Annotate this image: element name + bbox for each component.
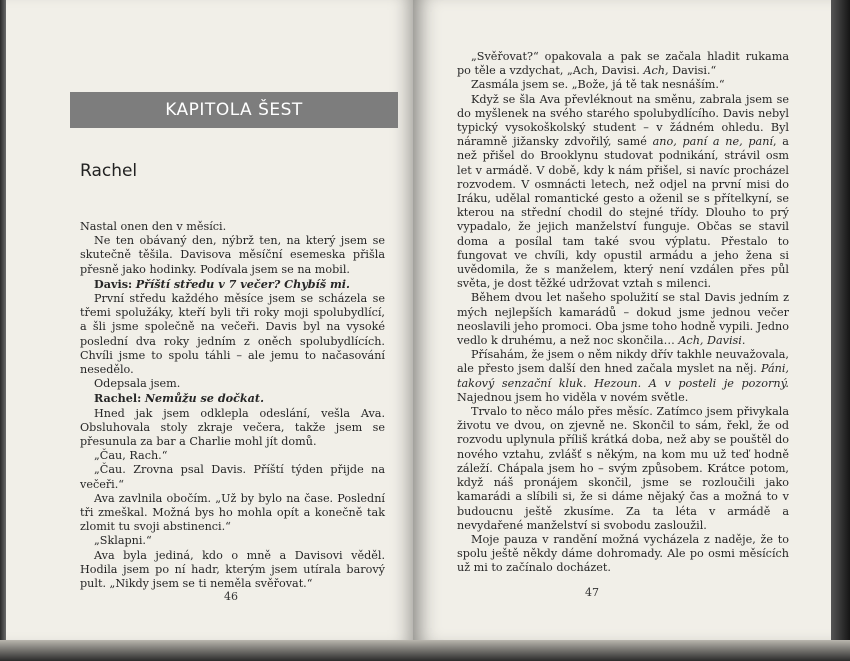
text-run: , a než přišel do Brooklynu studovat podnikání, strávil osm let v armádě. V době, kdy k nám přišel, si navíc procházel rozvodem. V osmnácti letech, než odjel na první misi do Iráku, udělal romantické gesto a oženil se s přítelkyní, se kterou na střední chodil do stejné třídy. Dlouho to prý vypadalo, že jejich manželství funguje. Občas se stavil doma a posílal tam také svou výplatu. Přestalo to fungovat ve chvíli, kdy opustil armádu a jeho žena si uvědomila, že s manželem, který není vzdálen přes půl světa, je dost těžké udržovat vztah s milenci. xyxy=(457,135,789,291)
paragraph: Nastal onen den v měsíci. xyxy=(80,220,227,233)
paragraph: Hned jak jsem odklepla odeslání, vešla Ava. Obsluhovala stoly zkraje večera, takže jsem se přesunula za bar a Charlie mohl jít domů. xyxy=(80,406,385,449)
text-run: Najednou jsem ho viděla v novém světle. xyxy=(457,390,689,404)
paragraph: „Čau. Zrovna psal Davis. Příští týden přijde na večeři.“ xyxy=(80,463,385,491)
chapter-name: Rachel xyxy=(80,161,138,181)
text-run: Když se šla Ava převléknout na směnu, zabrala jsem se do myšlenek na svého starého spolubydlícího. Davis nebyl typický vysokoškolský student – v žádném ohledu. Byl náramně jižansky zdvořilý, samé xyxy=(457,92,789,149)
chapter-heading: KAPITOLA ŠEST xyxy=(165,100,303,120)
paragraph: Odepsala jsem. xyxy=(94,377,181,391)
page-number-left: 46 xyxy=(224,590,238,603)
chapter-heading-banner xyxy=(70,92,398,128)
page-number-right: 47 xyxy=(585,586,599,599)
paragraph: Ne ten obávaný den, nýbrž ten, na který jsem se skutečně těšila. Davisova měsíční esemeska přišla přesně jako hodinky. Podívala jsem se na mobil. xyxy=(80,234,385,276)
italic-run: Ach, xyxy=(643,64,669,78)
paragraph: Moje pauza v randění možná vycházela z naděje, že to spolu ještě někdy dáme dohromady. Ale po osmi měsících už mi to začínalo docházet. xyxy=(457,532,789,575)
paragraph: Trvalo to něco málo přes měsíc. Zatímco jsem přivykala životu ve dvou, on zjevně ne. Skončil to sám, řekl, že od rozvodu uplynula příliš krátká doba, než aby se pouštěl do nového vztahu, zvlášť s někým, na kom mu už teď hodně záleží. Chápala jsem ho – svým způsobem. Krátce potom, když náš pronájem skončil, jsme se rozloučili jako kamarádi a slíbili si, že si dáme nějaký čas a možná to v budoucnu ještě zkusíme. Za ta léta v armádě a nevydařené manželství si svobodu zasloužil. xyxy=(457,405,789,532)
paragraph xyxy=(457,348,789,405)
paragraph: „Čau, Rach.“ xyxy=(94,449,168,463)
sms-sender: Davis: xyxy=(94,276,133,291)
right-page-text xyxy=(457,50,789,576)
text-message-davis xyxy=(80,277,385,292)
sms-body: Příští středu v 7 večer? Chybíš mi. xyxy=(135,276,350,291)
text-run: Davisi.“ xyxy=(668,64,717,78)
paragraph: Zasmála jsem se. „Bože, já tě tak nesnáším.“ xyxy=(471,78,725,92)
text-run: „Svěřovat?“ opakovala a pak se začala hladit rukama po těle a vzdychat, „Ach, Davisi. xyxy=(457,50,789,78)
paragraph: Ava zavlnila obočím. „Už by bylo na čase. Poslední tři zmeškal. Možná bys ho mohla opít a konečně tak zlomit tu svoji abstinenci.“ xyxy=(80,491,385,534)
italic-run: Ach, Davisi. xyxy=(678,334,746,348)
right-page xyxy=(413,0,831,640)
paragraph xyxy=(457,93,789,292)
paragraph xyxy=(457,291,789,348)
paragraph: „Sklapni.“ xyxy=(94,534,152,548)
text-run: Během dvou let našeho spolužití se stal Davis jedním z mých nejlepších kamarádů – dokud jsme jednou večer neoslavili jeho promoci. Oba jsme toho hodně vypili. Jedno vedlo k druhému, a než noc skončila… xyxy=(457,291,789,348)
paragraph: Ava byla jediná, kdo o mně a Davisovi věděl. Hodila jsem po ní hadr, kterým jsem utírala barový pult. „Nikdy jsem se ti neměla svěřovat.“ xyxy=(80,548,385,591)
sms-body: Nemůžu se dočkat. xyxy=(144,391,264,406)
left-page-text xyxy=(80,220,385,591)
left-page xyxy=(6,0,413,640)
sms-sender: Rachel: xyxy=(94,391,142,406)
text-run: Přísahám, že jsem o něm nikdy dřív takhle neuvažovala, ale přesto jsem další den hned začala myslet na něj. xyxy=(457,348,789,376)
italic-run: ano, paní a ne, paní xyxy=(652,135,774,149)
text-message-rachel xyxy=(80,391,385,406)
paragraph: První středu každého měsíce jsem se scházela se třemi spolužáky, kteří byli tři roky moji spolubydlící, a šli jsme společně na večeři. Davis byl na vysoké poslední dva roky jedním z oněch spolubydlících. Chvíli jsme to spolu táhli – ale jemu to načasování nesedělo. xyxy=(80,292,385,377)
book-bottom-edge xyxy=(0,640,850,661)
paragraph xyxy=(457,50,789,78)
book-right-edge xyxy=(831,0,850,661)
italic-run: Páni, takový senzační kluk. Hezoun. A v posteli je pozorný. xyxy=(457,362,789,390)
